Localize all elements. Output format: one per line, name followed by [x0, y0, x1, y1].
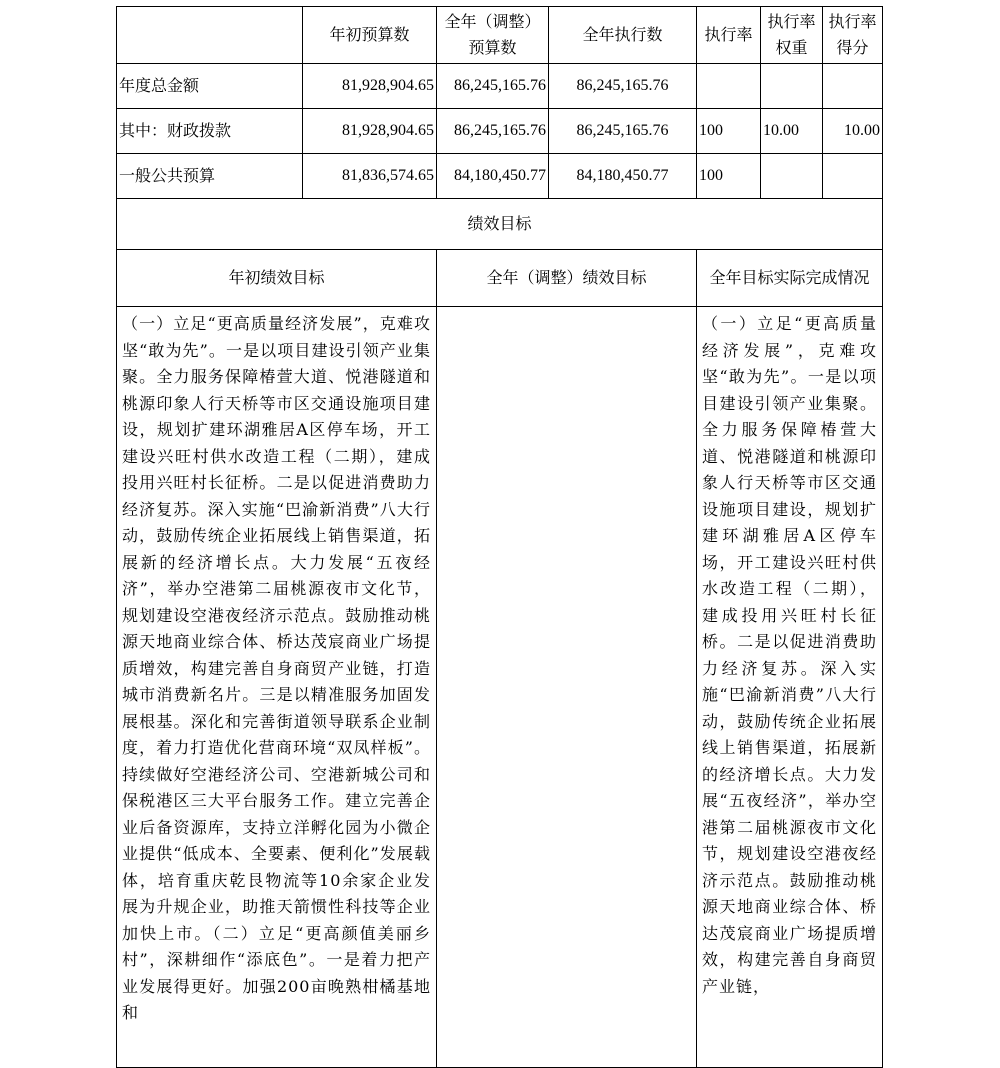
row-initial-budget: 81,928,904.65 [303, 64, 437, 109]
row-label: 其中：财政拨款 [117, 109, 303, 154]
header-rate-weight: 执行率权重 [761, 7, 823, 64]
table-row [117, 154, 883, 199]
goals-adjusted-cell [437, 307, 697, 1068]
row-label: 一般公共预算 [117, 154, 303, 199]
row-weight [761, 64, 823, 109]
table-row [117, 109, 883, 154]
row-weight: 10.00 [761, 109, 823, 154]
header-blank-cell [117, 7, 303, 64]
row-rate: 100 [697, 109, 761, 154]
row-adjusted-budget: 84,180,450.77 [437, 154, 549, 199]
row-executed: 86,245,165.76 [549, 109, 697, 154]
goals-title: 绩效目标 [117, 199, 883, 250]
row-score: 10.00 [823, 109, 883, 154]
goals-header-actual: 全年目标实际完成情况 [697, 250, 883, 307]
header-adjusted-budget: 全年（调整）预算数 [437, 7, 549, 64]
row-initial-budget: 81,836,574.65 [303, 154, 437, 199]
header-initial-budget: 年初预算数 [303, 7, 437, 64]
goals-initial-text: （一）立足“更高质量经济发展”，克难攻坚“敢为先”。一是以项目建设引领产业集聚。全力服务保障椿萱大道、悦港隧道和桃源印象人行天桥等市区交通设施项目建设，规划扩建环湖雅居A区停车场，开工建设兴旺村供水改造工程（二期），建成投用兴旺村长征桥。二是以促进消费助力经济复苏。深入实施“巴渝新消费”八大行动，鼓励传统企业拓展线上销售渠道，拓展新的经济增长点。大力发展“五夜经济”，举办空港第二届桃源夜市文化节，规划建设空港夜经济示范点。鼓励推动桃源天地商业综合体、桥达茂宸商业广场提质增效，构建完善自身商贸产业链，打造城市消费新名片。三是以精准服务加固发展根基。深化和完善街道领导联系企业制度，着力打造优化营商环境“双凤样板”。持续做好空港经济公司、空港新城公司和保税港区三大平台服务工作。建立完善企业后备资源库，支持立洋孵化园为小微企业提供“低成本、全要素、便利化”发展载体，培育重庆乾艮物流等10余家企业发展为升规企业，助推天箭惯性科技等企业加快上市。（二）立足“更高颜值美丽乡村”，深耕细作“添底色”。一是着力把产业发展得更好。加强200亩晚熟柑橘基地和 [122, 314, 431, 1022]
goals-header-adjusted: 全年（调整）绩效目标 [437, 250, 697, 307]
row-executed: 84,180,450.77 [549, 154, 697, 199]
goals-actual-cell [697, 307, 883, 1068]
header-row [117, 7, 883, 64]
row-label: 年度总金额 [117, 64, 303, 109]
header-executed: 全年执行数 [549, 7, 697, 64]
row-score [823, 154, 883, 199]
header-rate-score: 执行率得分 [823, 7, 883, 64]
budget-performance-table [116, 6, 883, 1068]
goals-content-row [117, 307, 883, 1068]
row-score [823, 64, 883, 109]
goals-initial-cell [117, 307, 437, 1068]
row-rate [697, 64, 761, 109]
goals-adjusted-text [439, 307, 694, 311]
row-adjusted-budget: 86,245,165.76 [437, 109, 549, 154]
goals-actual-text: （一）立足“更高质量经济发展”，克难攻坚“敢为先”。一是以项目建设引领产业集聚。全力服务保障椿萱大道、悦港隧道和桃源印象人行天桥等市区交通设施项目建设，规划扩建环湖雅居A区停车场，开工建设兴旺村供水改造工程（二期），建成投用兴旺村长征桥。二是以促进消费助力经济复苏。深入实施“巴渝新消费”八大行动，鼓励传统企业拓展线上销售渠道，拓展新的经济增长点。大力发展“五夜经济”，举办空港第二届桃源夜市文化节，规划建设空港夜经济示范点。鼓励推动桃源天地商业综合体、桥达茂宸商业广场提质增效，构建完善自身商贸产业链， [702, 314, 877, 996]
row-executed: 86,245,165.76 [549, 64, 697, 109]
goals-header-row [117, 250, 883, 307]
table-row [117, 64, 883, 109]
header-rate: 执行率 [697, 7, 761, 64]
row-weight [761, 154, 823, 199]
row-rate: 100 [697, 154, 761, 199]
row-initial-budget: 81,928,904.65 [303, 109, 437, 154]
goals-title-row [117, 199, 883, 250]
goals-header-initial: 年初绩效目标 [117, 250, 437, 307]
row-adjusted-budget: 86,245,165.76 [437, 64, 549, 109]
